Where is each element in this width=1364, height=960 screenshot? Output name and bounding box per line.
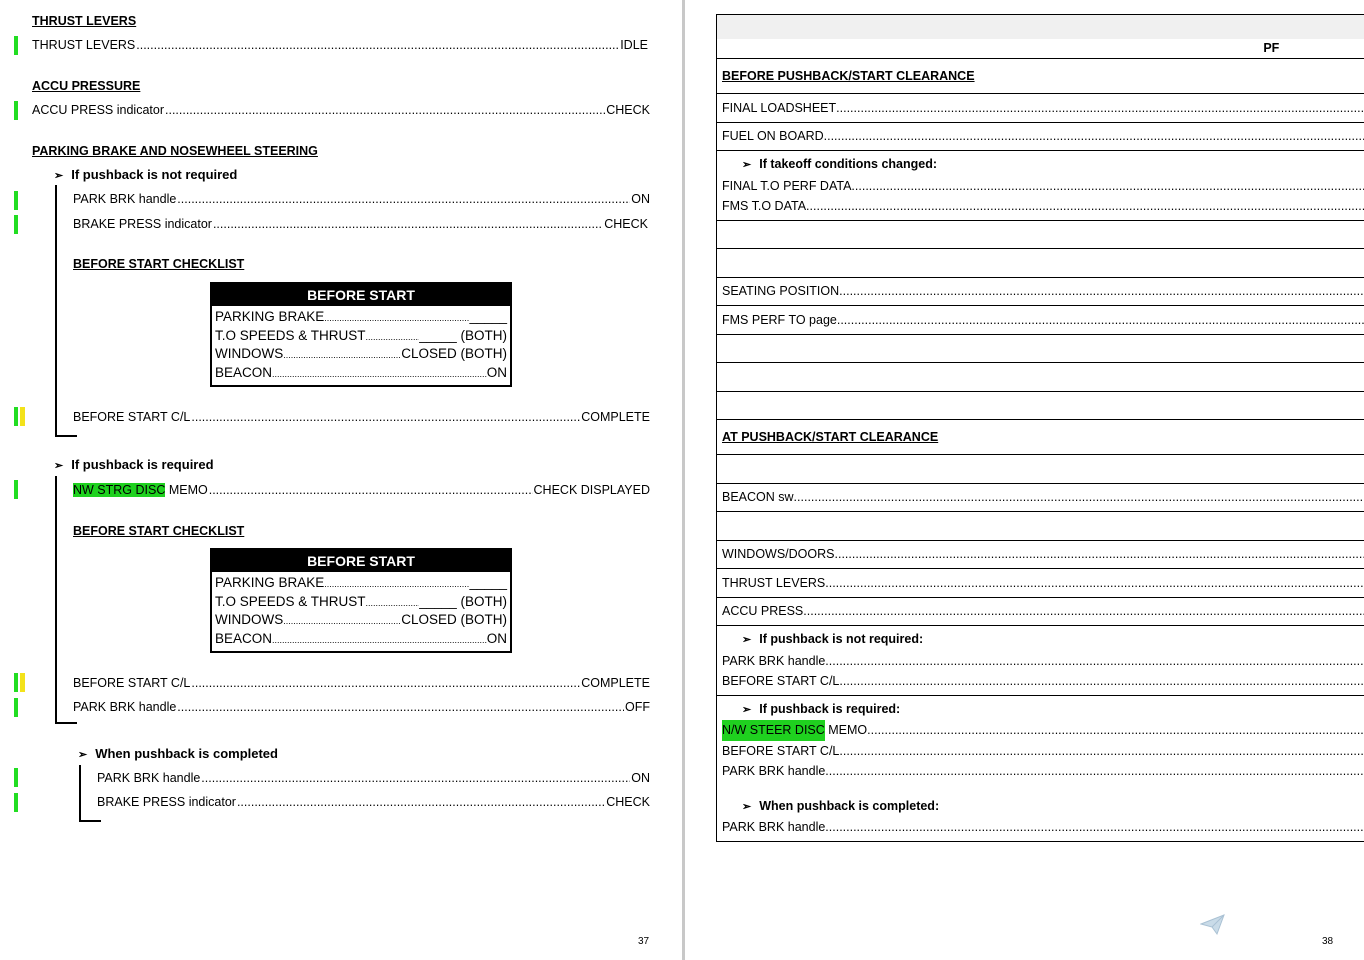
item-value: _____ (BOTH) <box>419 327 507 343</box>
change-bar <box>14 191 18 210</box>
leader-dots <box>191 410 580 424</box>
item-label: THRUST LEVERS <box>722 575 826 590</box>
item-label: PARKING BRAKE <box>215 309 325 324</box>
item-label: PARK BRK handle <box>97 771 201 785</box>
item-value: CHECK <box>604 217 648 231</box>
leader-dots <box>201 771 630 785</box>
arrowhead-bullet-icon: ➢ <box>742 634 752 646</box>
leader-dots <box>837 310 1364 331</box>
item-label: FMS PERF TO page <box>722 312 837 327</box>
item-value: _____ (BOTH) <box>419 593 507 609</box>
leader-dots <box>825 573 1364 594</box>
change-bar-yellow <box>20 407 25 426</box>
item-value: CHECK DISPLAYED <box>533 483 650 497</box>
leader-dots <box>839 281 1364 302</box>
item-label: WINDOWS <box>215 612 284 627</box>
item-label: BEACON <box>215 630 273 646</box>
brake-press-row <box>73 217 648 231</box>
before-start-checklist-box <box>210 548 512 653</box>
pf-cell <box>717 151 1364 221</box>
table-row <box>717 151 1364 221</box>
change-bar <box>14 673 18 692</box>
checklist-title: BEFORE START <box>212 550 510 572</box>
checklist-title: BEFORE START <box>212 284 510 306</box>
item-value: CHECK <box>606 795 650 809</box>
summary-title-row <box>717 15 1364 39</box>
change-bar <box>14 768 18 787</box>
column-header-row <box>717 39 1364 59</box>
pf-cell <box>717 94 1364 123</box>
item-label: BRAKE PRESS indicator <box>97 795 236 809</box>
item-value: IDLE <box>620 38 648 52</box>
leader-dots <box>191 676 580 690</box>
summary-table <box>716 14 1364 842</box>
item-label: BEACON <box>215 364 273 380</box>
leader-dots <box>136 38 619 52</box>
table-row <box>717 277 1364 306</box>
item-label: SEATING POSITION <box>722 284 840 298</box>
leader-dots <box>272 369 487 379</box>
pf-cell <box>717 122 1364 151</box>
leader-dots <box>366 332 420 342</box>
subheading-text: If pushback is not required: <box>759 632 924 646</box>
leader-dots <box>794 487 1364 508</box>
checklist-item <box>215 309 507 328</box>
pf-cell <box>717 249 1364 278</box>
pf-cell <box>717 306 1364 335</box>
arrowhead-bullet-icon: ➢ <box>54 460 64 472</box>
not-required-subheading <box>722 629 1364 651</box>
before-start-checklist-box <box>210 282 512 387</box>
pf-cell <box>717 334 1364 363</box>
table-row <box>717 455 1364 484</box>
item-value: OFF <box>625 700 650 714</box>
item-value: CLOSED (BOTH) <box>401 346 507 361</box>
leader-dots <box>839 671 1364 692</box>
leader-dots <box>824 126 1364 147</box>
item-value: ON <box>486 364 507 380</box>
parking-brake-heading: PARKING BRAKE AND NOSEWHEEL STEERING <box>32 144 318 158</box>
item-label: MEMO <box>824 723 868 737</box>
accu-pressure-heading: ACCU PRESSURE <box>32 79 141 93</box>
leader-dots <box>213 217 603 231</box>
table-row <box>717 597 1364 626</box>
summary-title <box>717 15 1364 39</box>
leader-dots <box>867 720 1364 741</box>
leader-dots <box>803 601 1364 622</box>
leader-dots <box>835 544 1364 565</box>
table-row <box>717 569 1364 598</box>
leader-dots <box>825 651 1364 672</box>
pf-cell <box>717 695 1364 841</box>
subheading-text: If pushback is not required <box>71 167 238 182</box>
leader-dots <box>177 192 630 206</box>
change-bar <box>14 698 18 717</box>
item-label: PARK BRK handle <box>73 700 177 714</box>
item-label: WINDOWS/DOORS <box>722 547 835 561</box>
nw-strg-memo-row <box>73 483 650 497</box>
arrowhead-bullet-icon: ➢ <box>54 170 64 182</box>
thrust-levers-heading: THRUST LEVERS <box>32 14 137 28</box>
pushback-required-subheading <box>54 457 214 472</box>
table-row <box>717 122 1364 151</box>
leader-dots <box>839 741 1364 762</box>
item-label: ACCU PRESS <box>722 604 804 618</box>
required-subheading <box>722 699 1364 721</box>
subheading-text: If takeoff conditions changed: <box>759 157 938 171</box>
thrust-levers-row <box>32 38 648 52</box>
item-label: PARK BRK handle <box>722 820 826 834</box>
item-value: COMPLETE <box>581 676 650 690</box>
park-brk-on-row <box>73 192 650 206</box>
item-value: CHECK <box>606 103 650 117</box>
section-heading <box>717 59 1364 94</box>
item-label: FMS T.O DATA <box>722 199 807 213</box>
item-label: BEFORE START C/L <box>722 674 840 688</box>
leader-dots <box>272 635 487 645</box>
item-value: COMPLETE <box>581 410 650 424</box>
leader-dots <box>324 579 469 589</box>
checklist-item <box>215 631 507 650</box>
arrowhead-bullet-icon: ➢ <box>78 749 88 761</box>
leader-dots <box>324 313 469 323</box>
page-number: 38 <box>1322 936 1334 947</box>
pf-cell <box>717 277 1364 306</box>
item-label: PARK BRK handle <box>722 653 826 668</box>
table-row <box>717 695 1364 841</box>
item-label: PARK BRK handle <box>73 192 177 206</box>
item-label: ACCU PRESS indicator <box>32 103 164 117</box>
table-row <box>717 306 1364 335</box>
checklist-item <box>215 365 507 384</box>
leader-dots <box>806 196 1364 217</box>
leader-dots <box>165 103 605 117</box>
item-label: MEMO <box>165 483 208 497</box>
item-label: FUEL ON BOARD <box>722 129 824 143</box>
pf-cell <box>717 391 1364 420</box>
item-label: FINAL T.O PERF DATA <box>722 178 852 193</box>
arrowhead-bullet-icon: ➢ <box>742 159 752 171</box>
pushback-completed-subheading <box>78 746 278 761</box>
pf-cell <box>717 363 1364 392</box>
section-text: BEFORE PUSHBACK/START CLEARANCE <box>722 69 975 83</box>
section-row <box>717 59 1364 94</box>
item-label: T.O SPEEDS & THRUST <box>215 593 366 609</box>
checklist-item <box>215 328 507 347</box>
subheading-text: When pushback is completed <box>95 746 278 761</box>
section-row <box>717 420 1364 455</box>
pushback-not-required-subheading <box>54 167 237 182</box>
pf-cell <box>717 569 1364 598</box>
leader-dots <box>237 795 605 809</box>
item-value: CLOSED (BOTH) <box>401 612 507 627</box>
item-label: FINAL LOADSHEET <box>722 100 837 115</box>
item-value: ON <box>486 630 507 646</box>
col-pf: PF <box>717 39 1364 59</box>
pf-cell <box>717 455 1364 484</box>
table-row <box>717 220 1364 249</box>
leader-dots <box>283 616 401 626</box>
section-text: AT PUSHBACK/START CLEARANCE <box>722 430 939 444</box>
item-label: BEFORE START C/L <box>73 676 191 690</box>
item-label: BEFORE START C/L <box>73 410 191 424</box>
park-brk-off-row <box>73 700 650 714</box>
table-row <box>717 512 1364 541</box>
table-row <box>717 391 1364 420</box>
item-label: THRUST LEVERS <box>32 38 136 52</box>
pf-cell <box>717 540 1364 569</box>
item-value: _____ <box>469 309 507 324</box>
table-row <box>717 483 1364 512</box>
table-row <box>717 626 1364 696</box>
change-bar <box>14 101 18 120</box>
item-value: ON <box>631 192 650 206</box>
pf-cell <box>717 483 1364 512</box>
pf-cell <box>717 597 1364 626</box>
brake-press-row <box>97 795 650 809</box>
leader-dots <box>209 483 533 497</box>
item-value: ON <box>631 771 650 785</box>
arrowhead-bullet-icon: ➢ <box>742 703 752 716</box>
item-label: BRAKE PRESS indicator <box>73 217 212 231</box>
arrowhead-bullet-icon: ➢ <box>742 800 752 813</box>
table-row <box>717 540 1364 569</box>
completed-subheading <box>722 796 1364 818</box>
subheading-text: If pushback is required <box>71 457 214 472</box>
change-bar <box>14 215 18 234</box>
nw-strg-disc-memo: NW STRG DISC <box>73 483 166 497</box>
before-start-checklist-heading: BEFORE START CHECKLIST <box>73 257 245 271</box>
change-bar <box>14 793 18 812</box>
table-row <box>717 334 1364 363</box>
item-label: BEACON sw <box>722 490 794 504</box>
leader-dots <box>851 176 1364 197</box>
leader-dots <box>177 700 624 714</box>
change-bar <box>14 407 18 426</box>
before-start-cl-row <box>73 410 650 424</box>
item-value: _____ <box>469 575 507 590</box>
table-row <box>717 94 1364 123</box>
section-heading <box>717 420 1364 455</box>
table-row <box>717 363 1364 392</box>
subheading-text: When pushback is completed: <box>759 798 940 813</box>
pf-cell <box>717 626 1364 696</box>
pf-cell <box>717 220 1364 249</box>
before-start-checklist-heading: BEFORE START CHECKLIST <box>73 524 245 538</box>
change-bar-yellow <box>20 673 25 692</box>
right-page <box>685 0 1364 960</box>
leader-dots <box>825 817 1364 838</box>
leader-dots <box>283 350 401 360</box>
park-brk-on-row <box>97 771 650 785</box>
checklist-item <box>215 346 507 365</box>
item-label: PARK BRK handle <box>722 764 826 778</box>
item-label: T.O SPEEDS & THRUST <box>215 327 366 343</box>
table-row <box>717 249 1364 278</box>
item-label: BEFORE START C/L <box>722 743 840 758</box>
before-start-cl-row <box>73 676 650 690</box>
accu-press-row <box>32 103 650 117</box>
paper-plane-icon <box>1200 914 1226 936</box>
pf-cell <box>717 512 1364 541</box>
change-bar <box>14 36 18 55</box>
takeoff-changed-subheading <box>722 154 1364 176</box>
leader-dots <box>825 761 1364 782</box>
subheading-text: If pushback is required: <box>759 701 901 716</box>
page-number: 37 <box>638 936 650 947</box>
change-bar <box>14 480 18 499</box>
checklist-item <box>215 575 507 594</box>
nw-steer-disc-memo: N/W STEER DISC <box>722 720 825 741</box>
checklist-item <box>215 594 507 613</box>
item-label: WINDOWS <box>215 346 284 361</box>
item-label: PARKING BRAKE <box>215 575 325 590</box>
leader-dots <box>366 598 420 608</box>
checklist-item <box>215 612 507 631</box>
leader-dots <box>836 98 1364 119</box>
